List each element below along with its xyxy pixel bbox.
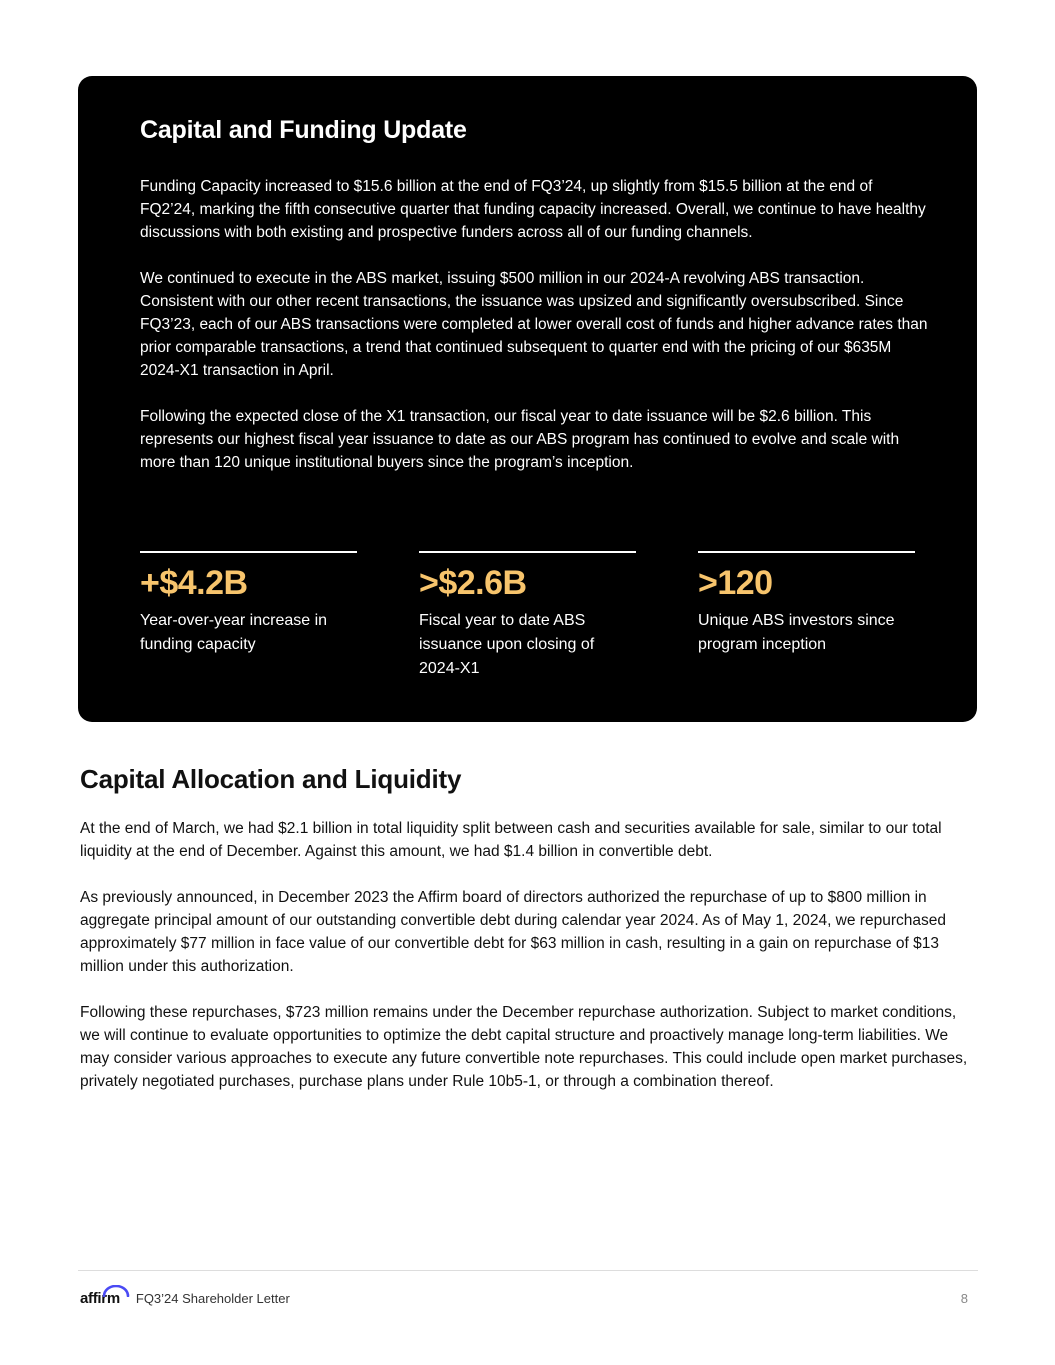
stat-divider	[140, 551, 357, 553]
logo-text: affirm	[80, 1290, 120, 1307]
section-paragraph-2: As previously announced, in December 2023 the Affirm board of directors authorized the repurchase of up to $800 million in aggregate principal amount of our outstanding convertible debt during calendar year 2024. As of May 1, 2024, we repurchased approximately $77 million in face value of our convertible debt for $63 million in cash, resulting in a gain on repurchase of $13 million under this authorization.	[80, 889, 946, 975]
stat-divider	[419, 551, 636, 553]
page-number: 8	[960, 1291, 968, 1306]
document-label: FQ3’24 Shareholder Letter	[135, 1291, 290, 1306]
stat-value: +$4.2B	[140, 564, 248, 602]
card-title: Capital and Funding Update	[140, 116, 467, 144]
section-title: Capital Allocation and Liquidity	[80, 764, 462, 794]
capital-allocation-section	[80, 764, 975, 1116]
card-content	[140, 116, 930, 497]
stat-value: >$2.6B	[419, 564, 527, 602]
stat-abs-investors	[698, 551, 915, 681]
affirm-arc-logo-icon	[102, 1285, 130, 1297]
page-footer	[80, 1290, 968, 1307]
stat-label: Year-over-year increase in funding capacity	[140, 612, 328, 653]
stat-funding-capacity	[140, 551, 357, 681]
card-paragraph-2: We continued to execute in the ABS market, issuing $500 million in our 2024-A revolving ABS transaction. Consistent with our other recent transactions, the issuance was upsized and significantly oversubscribed. Since FQ3’23, each of our ABS transactions were completed at lower overall cost of funds and higher advance rates than prior comparable transactions, a trend that continued subsequent to quarter end with the pricing of our $635M 2024-X1 transaction in April.	[140, 270, 928, 379]
stats-row	[140, 551, 930, 681]
section-paragraph-1: At the end of March, we had $2.1 billion in total liquidity split between cash and securities available for sale, similar to our total liquidity at the end of December. Against this amount, we had $1.4 billion in convertible debt.	[80, 820, 942, 860]
footer-divider	[78, 1270, 978, 1271]
stat-divider	[698, 551, 915, 553]
card-paragraph-1: Funding Capacity increased to $15.6 billion at the end of FQ3’24, up slightly from $15.5 billion at the end of FQ2’24, marking the fifth consecutive quarter that funding capacity increased. Overall, we continue to have healthy discussions with both existing and prospective funders across all of our funding channels.	[140, 178, 926, 241]
stat-value: >120	[698, 564, 773, 602]
section-paragraph-3: Following these repurchases, $723 million remains under the December repurchase authorization. Subject to market conditions, we will continue to evaluate opportunities to optimize the debt capital structure and proactively manage long-term liabilities. We may consider various approaches to execute any future convertible note repurchases. This could include open market purchases, privately negotiated purchases, purchase plans under Rule 10b5-1, or through a combination thereof.	[80, 1004, 968, 1090]
stat-abs-issuance	[419, 551, 636, 681]
affirm-logo	[80, 1290, 120, 1307]
stat-label: Fiscal year to date ABS issuance upon closing of 2024-X1	[419, 612, 595, 677]
capital-funding-card	[78, 76, 977, 722]
card-paragraph-3: Following the expected close of the X1 transaction, our fiscal year to date issuance will be $2.6 billion. This represents our highest fiscal year issuance to date as our ABS program has continued to evolve and scale with more than 120 unique institutional buyers since the program’s inception.	[140, 408, 900, 471]
stat-label: Unique ABS investors since program inception	[698, 612, 895, 653]
